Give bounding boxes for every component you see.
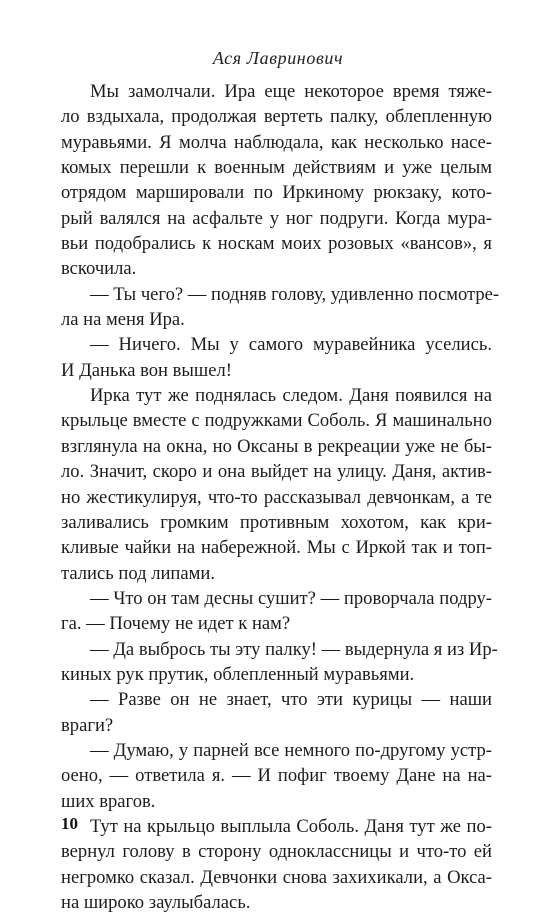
text-line: заливались громким противным хохотом, как кри-: [61, 511, 492, 533]
text-line: рый валялся на асфальте у ног подруги. Когда мура-: [61, 207, 492, 229]
page-number: 10: [61, 814, 78, 833]
text-line: вскочила.: [61, 258, 137, 280]
text-line: Ирка тут же поднялась следом. Даня появился на: [90, 385, 492, 407]
text-line: кливые чайки на набережной. Мы с Иркой так и топ-: [61, 537, 492, 559]
text-line: комых перешли к военным действиям и уже целым: [61, 157, 492, 179]
text-line: отрядом маршировали по Иркиному рюкзаку, кото-: [61, 182, 492, 204]
text-line: — Ничего. Мы у самого муравейника уселись.: [90, 334, 492, 356]
text-line: ших врагов.: [61, 790, 156, 812]
text-line: ла на меня Ира.: [61, 309, 185, 331]
running-head-author: Ася Лавринович: [212, 48, 344, 68]
text-line: — Ты чего? — подняв голову, удивленно посмотре-: [90, 283, 500, 305]
text-line: ло вздыхала, продолжая вертеть палку, облепленную: [61, 106, 492, 128]
text-line: киных рук прутик, облепленный муравьями.: [61, 663, 415, 685]
text-line: оено, — ответила я. — И пофиг твоему Дане на на-: [61, 765, 492, 787]
text-line: враги?: [61, 714, 114, 736]
text-line: муравьями. Я молча наблюдала, как несколько насе-: [61, 131, 492, 153]
text-line: взглянула на окна, но Оксаны в рекреации уже не бы-: [61, 435, 492, 457]
text-line: Тут на крыльцо выплыла Соболь. Даня тут же по-: [90, 815, 492, 837]
text-line: — Разве он не знает, что эти курицы — наши: [90, 689, 492, 711]
text-line: — Что он там десны сушит? — проворчала подру-: [90, 587, 492, 609]
text-line: Мы замолчали. Ира еще некоторое время тяже-: [90, 81, 492, 102]
text-line: негромко сказал. Девчонки снова захихикали, а Окса-: [61, 866, 492, 888]
text-line: вернул голову в сторону одноклассницы и что-то ей: [61, 841, 492, 863]
text-line: но жестикулируя, что-то рассказывал девчонкам, а те: [61, 486, 492, 508]
text-line: га. — Почему не идет к нам?: [61, 613, 291, 635]
text-line: — Да выбрось ты эту палку! — выдернула я из Ир-: [90, 638, 498, 660]
text-line: крыльце вместе с подружками Соболь. Я машинально: [61, 410, 492, 432]
text-line: — Думаю, у парней все немного по-другому устр-: [90, 739, 492, 761]
text-line: на широко заулыбалась.: [61, 892, 251, 913]
body-text: [61, 79, 500, 915]
text-line: ло. Значит, скоро и она выйдет на улицу. Даня, актив-: [61, 461, 492, 483]
text-line: вьи подобрались к носкам моих розовых «вансов», я: [61, 233, 492, 255]
text-line: тались под липами.: [61, 562, 215, 584]
text-line: И Данька вон вышел!: [61, 359, 232, 381]
